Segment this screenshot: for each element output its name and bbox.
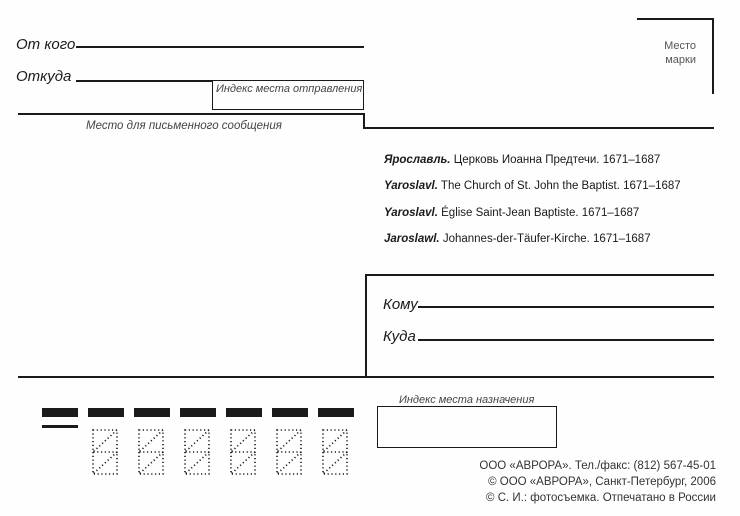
postcode-bar-2 (42, 425, 78, 428)
caption-de-city: Jaroslawl. (384, 233, 440, 245)
postcode-slot-bar (272, 408, 308, 417)
stamp-label-line2: марки (665, 54, 696, 66)
caption-line-en (384, 180, 681, 192)
caption-fr-city: Yaroslavl. (384, 207, 438, 219)
caption-ru-text: Церковь Иоанна Предтечи. 1671–1687 (453, 154, 661, 166)
caption-en-city: Yaroslavl. (384, 180, 438, 192)
where-from-field-line[interactable] (76, 80, 212, 82)
caption-line-de (384, 233, 651, 245)
from-label: От кого (16, 36, 76, 53)
postcode-digit-template[interactable] (229, 428, 259, 478)
to-label: Кому (383, 296, 418, 313)
to-field-line[interactable] (418, 306, 714, 308)
postcode-digit-template[interactable] (137, 428, 167, 478)
from-field-line[interactable] (76, 46, 364, 48)
stamp-right-border (712, 18, 714, 94)
caption-fr-text: Église Saint-Jean Baptiste. 1671–1687 (441, 207, 640, 219)
postcode-digit-dots (139, 430, 163, 474)
footer-photo-credit: © С. И.: фотосъемка. Отпечатано в России (486, 492, 716, 504)
where-from-label: Откуда (16, 68, 72, 85)
postcode-slot-bar (180, 408, 216, 417)
recipient-index-box[interactable] (377, 406, 557, 448)
postcode-digit-dots (93, 430, 117, 474)
postcode-digit-dots (323, 430, 347, 474)
top-divider-left (18, 113, 364, 115)
postcode-digit-dots (185, 430, 209, 474)
top-divider-right (363, 127, 714, 129)
lower-divider (18, 376, 714, 378)
stamp-place-label (620, 39, 696, 67)
footer-copyright: © ООО «АВРОРА», Санкт-Петербург, 2006 (488, 476, 716, 488)
postcode-bar-1 (42, 408, 78, 417)
postcode-slot-bar (134, 408, 170, 417)
recipient-top-border (365, 274, 714, 276)
where-to-field-line[interactable] (418, 339, 714, 341)
postcode-digit-template[interactable] (321, 428, 351, 478)
recipient-index-label: Индекс места назначения (399, 394, 535, 406)
stamp-label-line1: Место (664, 40, 696, 52)
message-area-label: Место для письменного сообщения (86, 120, 282, 132)
postcode-digit-template[interactable] (91, 428, 121, 478)
postcode-digit-dots (231, 430, 255, 474)
caption-ru-city: Ярославль. (384, 154, 451, 166)
caption-en-text: The Church of St. John the Baptist. 1671–1687 (440, 180, 681, 192)
postcode-slot-bar (226, 408, 262, 417)
caption-line-ru (384, 154, 660, 166)
postcode-digit-dots (277, 430, 301, 474)
stamp-top-border (637, 18, 713, 20)
postcode-slot-bar (88, 408, 124, 417)
caption-line-fr (384, 207, 639, 219)
sender-index-label: Индекс места отправления (216, 83, 363, 95)
where-to-label: Куда (383, 328, 416, 345)
recipient-left-border (365, 274, 367, 378)
postcode-digit-template[interactable] (275, 428, 305, 478)
postcode-slot-bar (318, 408, 354, 417)
footer-publisher-contact: ООО «АВРОРА». Тел./факс: (812) 567-45-01 (479, 460, 716, 472)
caption-de-text: Johannes-der-Täufer-Kirche. 1671–1687 (442, 233, 651, 245)
postcode-digit-template[interactable] (183, 428, 213, 478)
